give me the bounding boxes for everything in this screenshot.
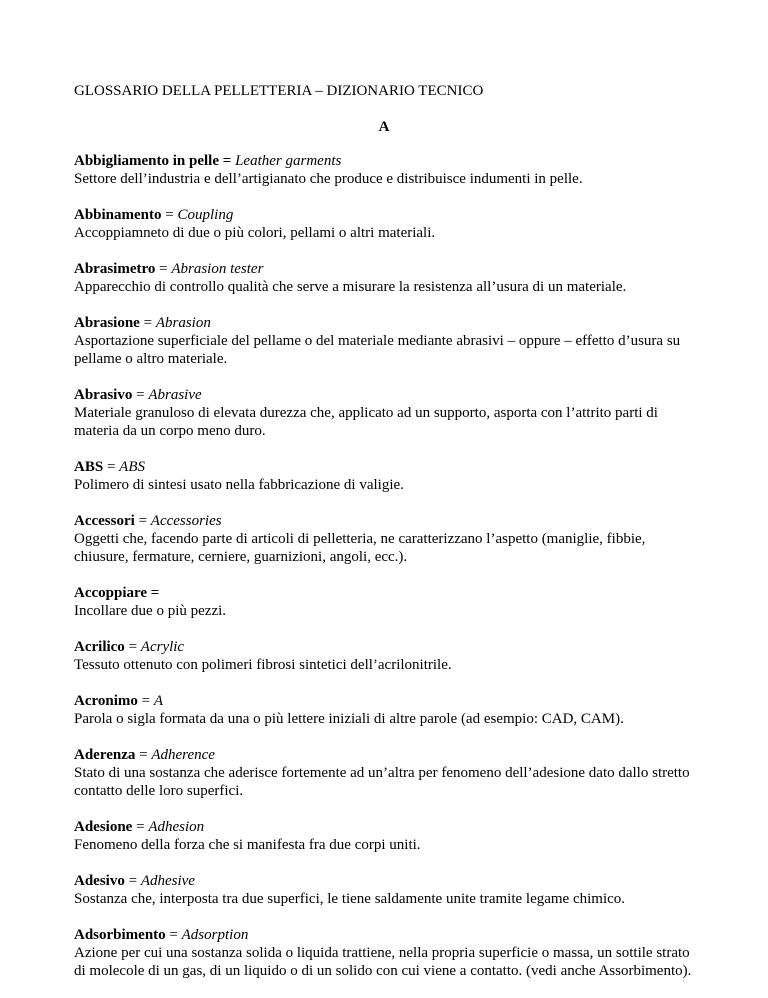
entry-term: Adesivo: [74, 873, 125, 889]
glossary-entry: [74, 152, 696, 188]
equals-sign: =: [219, 153, 236, 169]
entry-term: Accessori: [74, 513, 135, 529]
equals-sign: =: [132, 819, 149, 835]
document-title: GLOSSARIO DELLA PELLETTERIA – DIZIONARIO TECNICO: [74, 83, 484, 99]
entry-term: Aderenza: [74, 747, 136, 763]
entry-term: Abrasione: [74, 315, 140, 331]
equals-sign: =: [134, 513, 151, 529]
glossary-entry: [74, 926, 696, 980]
glossary-entry: [74, 692, 696, 728]
equals-sign: =: [132, 387, 149, 403]
equals-sign: =: [137, 693, 154, 709]
entry-translation: Accessories: [150, 513, 222, 529]
entry-definition: Sostanza che, interposta tra due superfici, le tiene saldamente unite tramite legame chimico.: [74, 891, 626, 907]
glossary-entry: [74, 512, 696, 566]
glossary-entry: [74, 260, 696, 296]
glossary-entries: [74, 152, 696, 998]
equals-sign: =: [124, 873, 141, 889]
entry-definition: Tessuto ottenuto con polimeri fibrosi sintetici dell’acrilonitrile.: [74, 657, 452, 673]
glossary-entry: [74, 458, 696, 494]
entry-definition: Incollare due o più pezzi.: [74, 603, 227, 619]
entry-term: Acrilico: [74, 639, 125, 655]
equals-sign: =: [147, 585, 160, 601]
equals-sign: =: [165, 927, 182, 943]
entry-translation: ABS: [119, 459, 145, 475]
entry-definition: Apparecchio di controllo qualità che serve a misurare la resistenza all’usura di un materiale.: [74, 279, 627, 295]
entry-translation: Adhesive: [140, 873, 195, 889]
glossary-entry: [74, 818, 696, 854]
entry-translation: Leather garments: [235, 153, 342, 169]
entry-term: Accoppiare: [74, 585, 148, 601]
entry-term: Abrasivo: [74, 387, 133, 403]
entry-term: Abbinamento: [74, 207, 162, 223]
equals-sign: =: [103, 459, 120, 475]
entry-term: Abbigliamento in pelle: [74, 153, 220, 169]
entry-definition: Polimero di sintesi usato nella fabbricazione di valigie.: [74, 477, 404, 493]
entry-translation: A: [153, 693, 164, 709]
entry-translation: Coupling: [177, 207, 234, 223]
equals-sign: =: [124, 639, 141, 655]
entry-translation: Abrasive: [148, 387, 202, 403]
entry-definition: Settore dell’industria e dell’artigianato che produce e distribuisce indumenti in pelle.: [74, 171, 583, 187]
entry-term: Adsorbimento: [74, 927, 166, 943]
entry-term: ABS: [74, 459, 104, 475]
glossary-entry: [74, 638, 696, 674]
equals-sign: =: [161, 207, 178, 223]
glossary-entry: [74, 746, 696, 800]
entry-translation: Acrylic: [140, 639, 185, 655]
glossary-entry: [74, 314, 696, 368]
section-letter: A: [378, 119, 390, 135]
entry-translation: Abrasion: [155, 315, 211, 331]
equals-sign: =: [139, 315, 156, 331]
equals-sign: =: [155, 261, 172, 277]
entry-definition: Materiale granuloso di elevata durezza che, applicato ad un supporto, asporta con l’attrito parti di materia da un corpo meno duro.: [74, 405, 658, 439]
entry-translation: Adherence: [151, 747, 215, 763]
glossary-entry: [74, 386, 696, 440]
entry-definition: Azione per cui una sostanza solida o liquida trattiene, nella propria superficie o massa, un sottile strato di molecole di un gas, di un liquido o di un solido con cui viene a contatto. (vedi anche Assorbimento).: [74, 945, 692, 979]
entry-term: Adesione: [74, 819, 133, 835]
entry-term: Acronimo: [74, 693, 138, 709]
entry-translation: Adhesion: [148, 819, 205, 835]
entry-definition: Fenomeno della forza che si manifesta fra due corpi uniti.: [74, 837, 421, 853]
entry-term: Abrasimetro: [74, 261, 156, 277]
glossary-entry: [74, 206, 696, 242]
glossary-entry: [74, 872, 696, 908]
entry-definition: Oggetti che, facendo parte di articoli di pelletteria, ne caratterizzano l’aspetto (maniglie, fibbie, chiusure, fermature, cerniere, guarnizioni, angoli, ecc.).: [74, 531, 646, 565]
entry-translation: Abrasion tester: [171, 261, 264, 277]
glossary-entry: [74, 584, 696, 620]
entry-definition: Accoppiamneto di due o più colori, pellami o altri materiali.: [74, 225, 436, 241]
entry-definition: Stato di una sostanza che aderisce fortemente ad un’altra per fenomeno dell’adesione dato dallo stretto contatto delle loro superfici.: [74, 765, 690, 799]
entry-translation: Adsorption: [181, 927, 249, 943]
entry-definition: Parola o sigla formata da una o più lettere iniziali di altre parole (ad esempio: CAD, CAM).: [74, 711, 624, 727]
entry-definition: Asportazione superficiale del pellame o del materiale mediante abrasivi – oppure – effetto d’usura su pellame o altro materiale.: [74, 333, 681, 367]
equals-sign: =: [135, 747, 152, 763]
